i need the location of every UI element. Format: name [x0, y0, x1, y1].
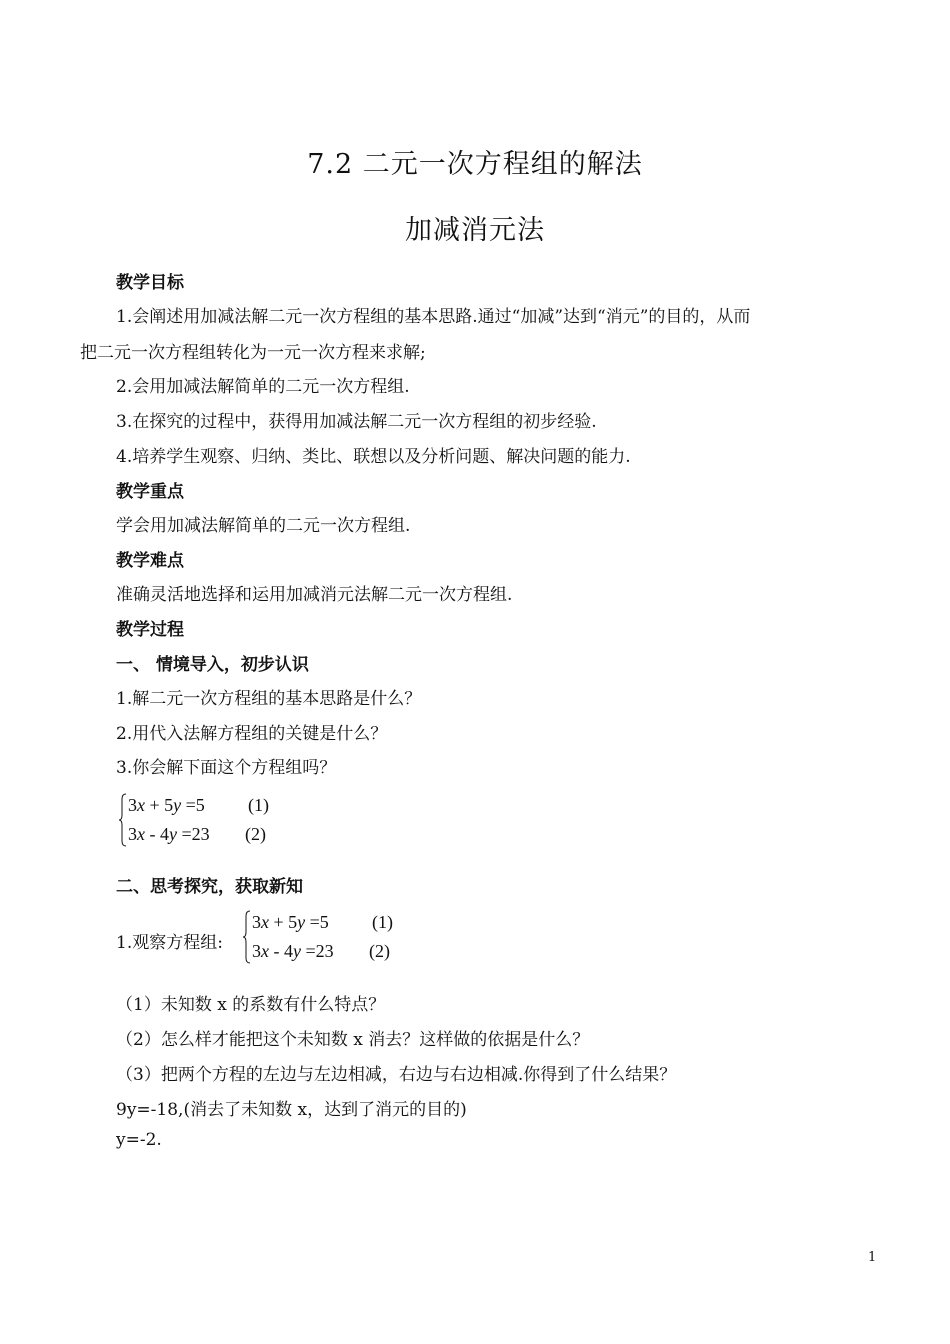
equation-1-tag: (1)	[372, 912, 393, 932]
objective-4: 4.培养学生观察、归纳、类比、联想以及分析问题、解决问题的能力.	[116, 447, 631, 467]
equation-system	[118, 793, 298, 849]
objectives-heading: 教学目标	[116, 273, 184, 293]
question-2: 2.用代入法解方程组的关键是什么？	[116, 724, 388, 744]
section-1-heading: 一、 情境导入，初步认识	[116, 655, 309, 675]
equation-2: 3x - 4y =23	[128, 824, 210, 844]
process-heading: 教学过程	[116, 620, 184, 640]
sub-question-2: （2）怎么样才能把这个未知数 x 消去？这样做的依据是什么？	[116, 1030, 590, 1050]
objective-1-line-2: 把二元一次方程组转化为一元一次方程来求解;	[80, 343, 426, 363]
objective-2: 2.会用加减法解简单的二元一次方程组.	[116, 377, 410, 397]
equation-1: 3x + 5y =5	[128, 795, 205, 815]
objective-3: 3.在探究的过程中，获得用加减法解二元一次方程组的初步经验.	[116, 412, 597, 432]
objective-1-line-1: 1.会阐述用加减法解二元一次方程组的基本思路.通过“加减”达到“消元”的目的，从而	[116, 307, 751, 327]
result-line-2: y=-2.	[116, 1130, 162, 1150]
sub-question-3: （3）把两个方程的左边与左边相减，右边与右边相减.你得到了什么结果？	[116, 1065, 677, 1085]
equation-2: 3x - 4y =23	[252, 941, 334, 961]
brace-icon	[118, 793, 127, 847]
page-number: 1	[868, 1250, 877, 1265]
equation-2-tag: (2)	[369, 941, 390, 961]
page-title: 7.2 二元一次方程组的解法	[307, 149, 643, 180]
difficulty-heading: 教学难点	[116, 551, 184, 571]
key-point-text: 学会用加减法解简单的二元一次方程组.	[116, 516, 411, 536]
question-3: 3.你会解下面这个方程组吗？	[116, 758, 337, 778]
observe-label: 1.观察方程组:	[116, 933, 223, 953]
equation-2-tag: (2)	[245, 824, 266, 844]
equation-1: 3x + 5y =5	[252, 912, 329, 932]
equation-system-observe	[242, 910, 422, 966]
section-2-heading: 二、思考探究，获取新知	[116, 877, 303, 897]
question-1: 1.解二元一次方程组的基本思路是什么？	[116, 689, 422, 709]
result-line-1: 9y=-18,(消去了未知数 x，达到了消元的目的)	[116, 1100, 467, 1120]
difficulty-text: 准确灵活地选择和运用加减消元法解二元一次方程组.	[116, 585, 513, 605]
brace-icon	[242, 910, 251, 964]
page-subtitle: 加减消元法	[405, 215, 545, 246]
sub-question-1: （1）未知数 x 的系数有什么特点？	[116, 995, 386, 1015]
equation-1-tag: (1)	[248, 795, 269, 815]
key-point-heading: 教学重点	[116, 482, 184, 502]
